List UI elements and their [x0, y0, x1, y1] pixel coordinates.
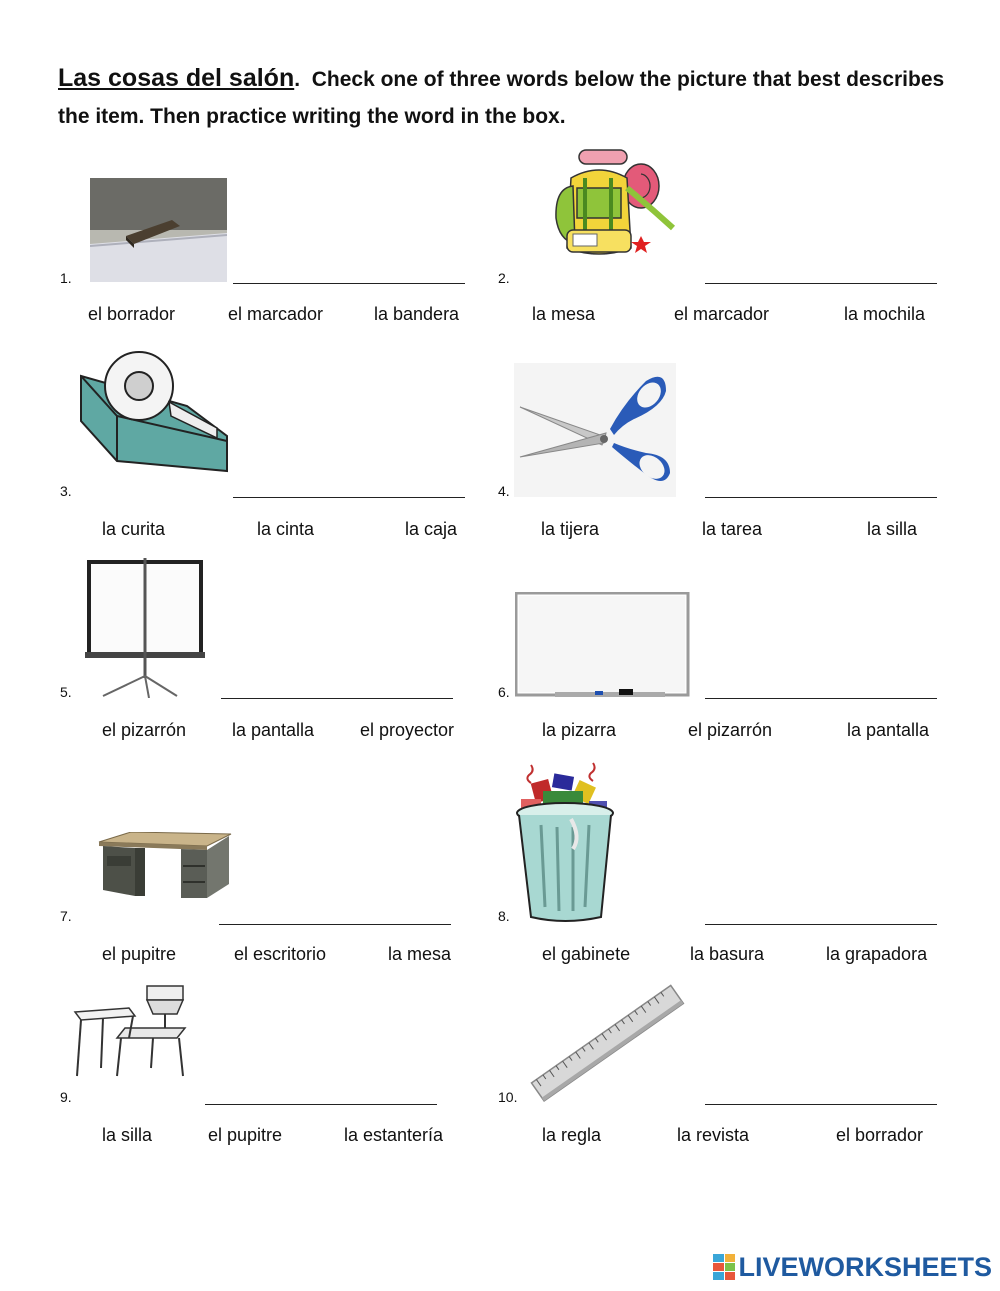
trash-can-picture — [513, 761, 619, 923]
projector-screen-picture — [85, 558, 205, 698]
option-la-mesa[interactable]: la mesa — [532, 304, 596, 324]
option-el-marcador[interactable]: el marcador — [674, 304, 770, 324]
answer-input[interactable] — [705, 666, 941, 698]
question-10 — [495, 970, 945, 1170]
option-la-tarea[interactable]: la tarea — [702, 519, 763, 539]
answer-blank[interactable] — [705, 698, 937, 699]
answer-input[interactable] — [705, 1072, 941, 1104]
answer-input[interactable] — [233, 251, 469, 283]
answer-blank[interactable] — [233, 497, 465, 498]
backpack-picture — [551, 148, 681, 264]
option-el-pizarron[interactable]: el pizarrón — [102, 720, 187, 740]
question-1 — [55, 140, 505, 340]
option-la-pantalla[interactable]: la pantalla — [847, 720, 930, 740]
desk-picture — [95, 832, 235, 902]
option-la-bandera[interactable]: la bandera — [374, 304, 460, 324]
option-la-basura[interactable]: la basura — [690, 944, 765, 964]
question-number: 7. — [60, 908, 72, 924]
question-5 — [55, 555, 505, 755]
brand-text: LIVEWORKSHEETS — [738, 1251, 992, 1282]
option-la-tijera[interactable]: la tijera — [541, 519, 600, 539]
question-number: 5. — [60, 684, 72, 700]
answer-input[interactable] — [705, 251, 941, 283]
answer-blank[interactable] — [705, 283, 937, 284]
answer-input[interactable] — [233, 465, 469, 497]
page-title: Las cosas del salón — [58, 64, 295, 92]
question-number: 1. — [60, 270, 72, 286]
option-el-pupitre[interactable]: el pupitre — [208, 1125, 283, 1145]
question-3 — [55, 340, 505, 540]
liveworksheets-logo[interactable] — [713, 1251, 992, 1283]
option-la-silla[interactable]: la silla — [867, 519, 918, 539]
whiteboard-picture — [515, 592, 690, 699]
option-la-revista[interactable]: la revista — [677, 1125, 750, 1145]
option-la-caja[interactable]: la caja — [405, 519, 458, 539]
blackboard-eraser-picture — [90, 178, 227, 282]
option-el-borrador[interactable]: el borrador — [88, 304, 176, 324]
answer-input[interactable] — [705, 892, 941, 924]
option-el-gabinete[interactable]: el gabinete — [542, 944, 631, 964]
option-la-pantalla[interactable]: la pantalla — [232, 720, 315, 740]
question-7 — [55, 760, 505, 964]
option-el-borrador[interactable]: el borrador — [836, 1125, 924, 1145]
question-2 — [495, 140, 945, 340]
option-el-pizarron[interactable]: el pizarrón — [688, 720, 773, 740]
answer-blank[interactable] — [705, 1104, 937, 1105]
option-la-cinta[interactable]: la cinta — [257, 519, 315, 539]
option-la-pizarra[interactable]: la pizarra — [542, 720, 617, 740]
scissors-picture — [514, 363, 676, 497]
answer-input[interactable] — [221, 666, 457, 698]
answer-input[interactable] — [219, 892, 455, 924]
option-la-silla[interactable]: la silla — [102, 1125, 153, 1145]
option-el-pupitre[interactable]: el pupitre — [102, 944, 177, 964]
question-4 — [495, 340, 945, 540]
option-la-mochila[interactable]: la mochila — [844, 304, 926, 324]
option-el-proyector[interactable]: el proyector — [360, 720, 455, 740]
question-number: 9. — [60, 1089, 72, 1105]
title-period: . — [294, 68, 301, 91]
instructions-text: Check one of three words below the picture that best describes the item. Then practice writing the word in the box. — [58, 68, 945, 128]
student-desk-picture — [73, 984, 193, 1079]
logo-mark — [713, 1254, 735, 1280]
answer-blank[interactable] — [705, 924, 937, 925]
answer-blank[interactable] — [221, 698, 453, 699]
option-la-mesa[interactable]: la mesa — [388, 944, 452, 964]
answer-blank[interactable] — [205, 1104, 437, 1105]
tape-dispenser-picture — [77, 346, 232, 476]
ruler-picture — [523, 984, 693, 1104]
question-6 — [495, 555, 945, 755]
question-9 — [55, 970, 505, 1170]
question-number: 3. — [60, 483, 72, 499]
option-el-marcador[interactable]: el marcador — [228, 304, 324, 324]
option-el-escritorio[interactable]: el escritorio — [234, 944, 327, 964]
worksheet-title — [58, 60, 958, 135]
question-8 — [495, 760, 945, 964]
option-la-estanteria[interactable]: la estantería — [344, 1125, 444, 1145]
option-la-regla[interactable]: la regla — [542, 1125, 602, 1145]
answer-blank[interactable] — [219, 924, 451, 925]
option-la-curita[interactable]: la curita — [102, 519, 166, 539]
question-number: 10. — [498, 1089, 518, 1105]
option-la-grapadora[interactable]: la grapadora — [826, 944, 928, 964]
question-number: 8. — [498, 908, 510, 924]
question-number: 2. — [498, 270, 510, 286]
answer-blank[interactable] — [705, 497, 937, 498]
answer-input[interactable] — [205, 1072, 441, 1104]
answer-input[interactable] — [705, 465, 941, 497]
answer-blank[interactable] — [233, 283, 465, 284]
question-number: 6. — [498, 684, 510, 700]
question-number: 4. — [498, 483, 510, 499]
